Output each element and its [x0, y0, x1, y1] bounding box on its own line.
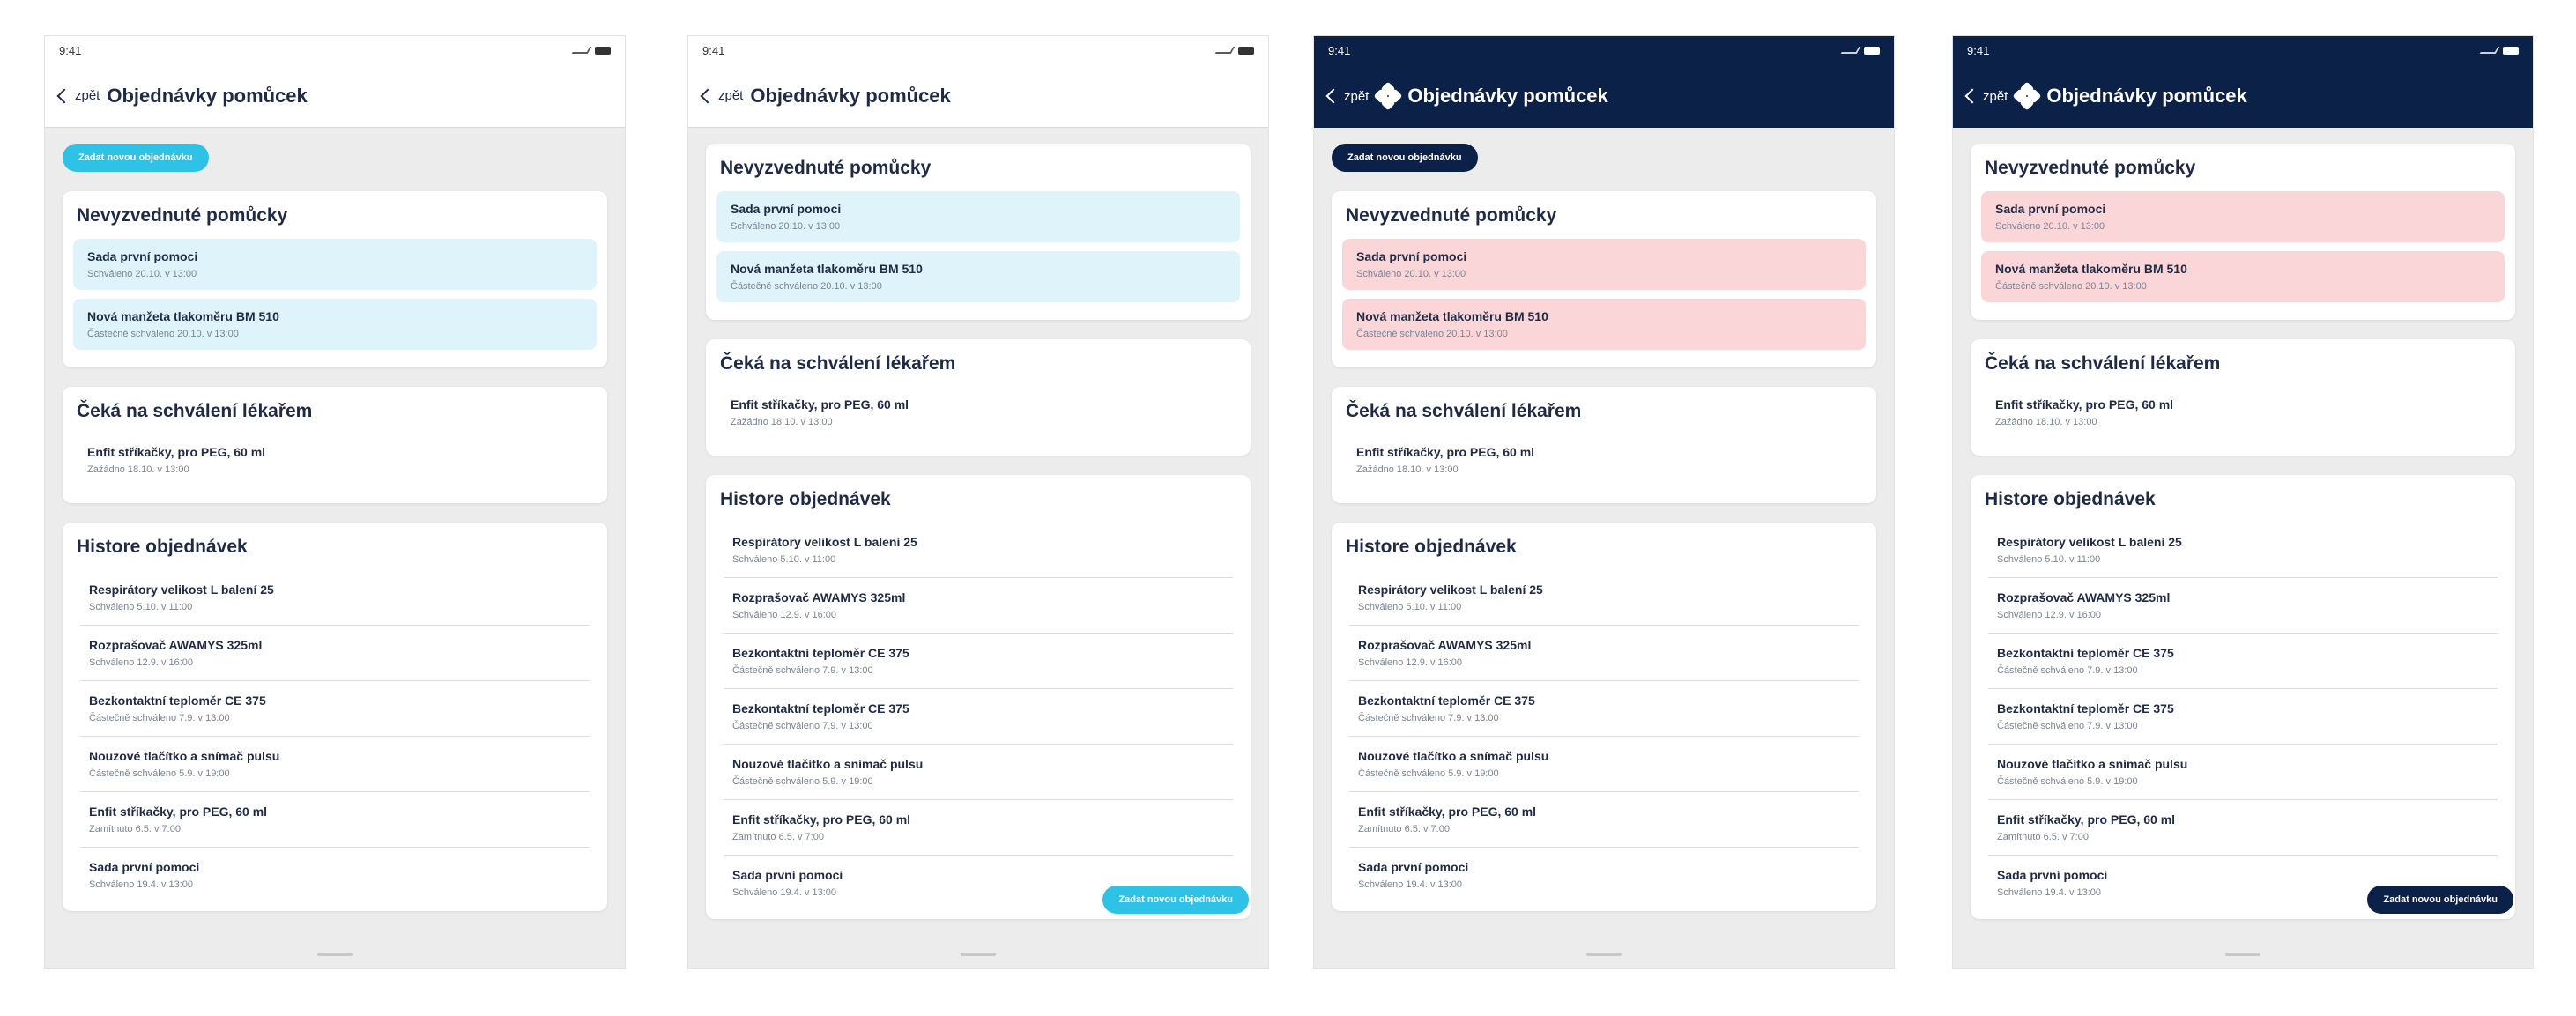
new-order-floating-button[interactable]: Zadat novou objednávku	[1102, 886, 1249, 914]
awaiting-card	[1332, 387, 1876, 503]
list-item[interactable]	[1349, 626, 1859, 681]
list-item[interactable]	[716, 191, 1240, 242]
page-title: Objednávky pomůcek	[2046, 85, 2247, 107]
nav-bar	[45, 64, 625, 128]
status-bar	[688, 36, 1268, 64]
new-order-floating-button[interactable]: Zadat novou objednávku	[2367, 886, 2513, 914]
item-status: Schváleno 12.9. v 16:00	[1358, 657, 1463, 668]
item-status: Schváleno 20.10. v 13:00	[1356, 269, 1466, 279]
list-item[interactable]	[1988, 800, 2498, 856]
item-status: Schváleno 20.10. v 13:00	[1995, 221, 2105, 232]
nav-bar	[1953, 64, 2533, 128]
item-status: Částečně schváleno 7.9. v 13:00	[1997, 721, 2138, 731]
item-status: Částečně schváleno 7.9. v 13:00	[732, 721, 873, 731]
signal-icon	[1215, 47, 1236, 54]
item-status: Částečně schváleno 20.10. v 13:00	[1995, 281, 2147, 292]
item-title: Bezkontaktní teploměr CE 375	[732, 646, 909, 660]
top-bar	[1953, 36, 2533, 128]
status-bar	[1314, 36, 1894, 64]
main-content	[688, 128, 1268, 935]
battery-icon	[1864, 47, 1880, 55]
status-time: 9:41	[1328, 43, 1351, 57]
list-item[interactable]	[716, 387, 1240, 438]
list-item[interactable]	[1981, 191, 2505, 242]
top-bar	[1314, 36, 1894, 128]
chevron-left-icon	[1326, 89, 1341, 104]
home-indicator	[2225, 953, 2260, 956]
item-status: Schváleno 20.10. v 13:00	[731, 221, 841, 232]
item-title: Bezkontaktní teploměr CE 375	[1997, 701, 2174, 716]
item-status: Schváleno 5.10. v 11:00	[1358, 602, 1462, 612]
item-title: Enfit stříkačky, pro PEG, 60 ml	[89, 805, 268, 819]
history-card	[63, 523, 607, 911]
item-status: Zamítnuto 6.5. v 7:00	[732, 832, 824, 842]
history-card	[1971, 475, 2515, 919]
item-title: Rozprašovač AWAMYS 325ml	[1997, 590, 2171, 604]
item-status: Částečně schváleno 5.9. v 19:00	[89, 768, 230, 779]
back-label: zpět	[718, 88, 744, 103]
item-status: Částečně schváleno 20.10. v 13:00	[1356, 329, 1508, 339]
item-status: Zažádno 18.10. v 13:00	[1995, 417, 2097, 427]
signal-icon	[1841, 47, 1861, 54]
app-logo-icon	[1376, 84, 1400, 108]
back-label: zpět	[1344, 88, 1370, 104]
item-status: Zažádno 18.10. v 13:00	[1356, 464, 1459, 475]
list-item[interactable]	[1342, 239, 1866, 290]
uncollected-card	[706, 144, 1251, 320]
back-button[interactable]	[1328, 89, 1369, 104]
back-button[interactable]	[59, 88, 100, 103]
item-title: Bezkontaktní teploměr CE 375	[1997, 646, 2174, 660]
back-label: zpět	[75, 88, 100, 103]
item-title: Sada první pomoci	[87, 249, 198, 263]
top-bar	[688, 36, 1268, 128]
item-title: Nouzové tlačítko a snímač pulsu	[1358, 749, 1549, 763]
list-item[interactable]	[1981, 387, 2505, 438]
item-status: Schváleno 5.10. v 11:00	[89, 602, 193, 612]
uncollected-card	[63, 191, 607, 367]
list-item[interactable]	[1349, 737, 1859, 792]
item-status: Zamítnuto 6.5. v 7:00	[89, 824, 181, 834]
item-title: Nová manžeta tlakoměru BM 510	[1995, 262, 2187, 276]
status-time: 9:41	[702, 43, 725, 57]
home-indicator	[317, 953, 353, 956]
item-status: Schváleno 12.9. v 16:00	[1997, 610, 2102, 620]
awaiting-card	[706, 339, 1251, 456]
item-title: Sada první pomoci	[1995, 202, 2106, 216]
list-item[interactable]	[1988, 523, 2498, 578]
main-content	[1314, 128, 1894, 927]
item-status: Částečně schváleno 5.9. v 19:00	[732, 776, 873, 787]
section-title: Čeká na schválení lékařem	[720, 353, 956, 374]
back-button[interactable]	[1967, 89, 2008, 104]
item-status: Schváleno 5.10. v 11:00	[732, 554, 836, 565]
status-icons	[574, 47, 611, 55]
home-indicator	[961, 953, 996, 956]
list-item[interactable]	[80, 737, 590, 792]
list-item[interactable]	[724, 634, 1233, 689]
item-title: Bezkontaktní teploměr CE 375	[732, 701, 909, 716]
app-logo-icon	[2015, 84, 2039, 108]
list-item[interactable]	[1349, 681, 1859, 737]
list-item[interactable]	[724, 800, 1233, 856]
item-title: Sada první pomoci	[1356, 249, 1467, 263]
item-title: Bezkontaktní teploměr CE 375	[1358, 693, 1535, 708]
chevron-left-icon	[701, 88, 716, 103]
item-title: Respirátory velikost L balení 25	[1997, 535, 2182, 549]
item-title: Enfit stříkačky, pro PEG, 60 ml	[1997, 812, 2176, 827]
item-title: Bezkontaktní teploměr CE 375	[89, 693, 266, 708]
status-time: 9:41	[1967, 43, 1990, 57]
list-item[interactable]	[724, 523, 1233, 578]
list-item[interactable]	[80, 792, 590, 848]
item-status: Schváleno 20.10. v 13:00	[87, 269, 197, 279]
item-status: Částečně schváleno 5.9. v 19:00	[1997, 776, 2138, 787]
battery-icon	[1238, 47, 1254, 55]
item-title: Sada první pomoci	[1997, 868, 2108, 882]
item-status: Částečně schváleno 5.9. v 19:00	[1358, 768, 1499, 779]
section-title: Nevyzvednuté pomůcky	[1346, 205, 1557, 226]
item-title: Sada první pomoci	[1358, 860, 1469, 874]
chevron-left-icon	[1965, 89, 1980, 104]
item-title: Enfit stříkačky, pro PEG, 60 ml	[1356, 445, 1535, 459]
list-item[interactable]	[1349, 848, 1859, 902]
list-item[interactable]	[724, 689, 1233, 745]
status-bar	[45, 36, 625, 64]
list-item[interactable]	[80, 681, 590, 737]
list-item[interactable]	[73, 299, 597, 350]
item-title: Sada první pomoci	[732, 868, 843, 882]
uncollected-card	[1332, 191, 1876, 367]
section-title: Čeká na schválení lékařem	[77, 401, 313, 421]
list-item[interactable]	[73, 239, 597, 290]
page-title: Objednávky pomůcek	[107, 84, 308, 107]
item-title: Nová manžeta tlakoměru BM 510	[1356, 309, 1548, 323]
section-title: Histore objednávek	[1985, 489, 2156, 509]
item-status: Částečně schváleno 7.9. v 13:00	[89, 713, 230, 723]
section-title: Histore objednávek	[1346, 537, 1517, 557]
status-time: 9:41	[59, 43, 82, 57]
phone-screen-light-1	[44, 35, 626, 969]
item-status: Schváleno 19.4. v 13:00	[89, 879, 194, 890]
item-status: Zažádno 18.10. v 13:00	[87, 464, 189, 475]
item-title: Nouzové tlačítko a snímač pulsu	[89, 749, 280, 763]
item-title: Respirátory velikost L balení 25	[732, 535, 917, 549]
section-title: Histore objednávek	[720, 489, 891, 509]
chevron-left-icon	[57, 88, 72, 103]
item-title: Nová manžeta tlakoměru BM 510	[731, 262, 923, 276]
item-status: Schváleno 19.4. v 13:00	[1358, 879, 1463, 890]
item-title: Sada první pomoci	[731, 202, 842, 216]
signal-icon	[572, 47, 592, 54]
phone-screen-light-2	[687, 35, 1269, 969]
list-item[interactable]	[1988, 689, 2498, 745]
item-status: Částečně schváleno 7.9. v 13:00	[732, 665, 873, 676]
item-status: Schváleno 19.4. v 13:00	[732, 887, 837, 898]
phone-screen-dark-2	[1952, 35, 2534, 969]
item-title: Enfit stříkačky, pro PEG, 60 ml	[731, 397, 909, 412]
awaiting-card	[1971, 339, 2515, 456]
section-title: Nevyzvednuté pomůcky	[1985, 158, 2196, 178]
back-button[interactable]	[702, 88, 743, 103]
section-title: Histore objednávek	[77, 537, 248, 557]
item-status: Zamítnuto 6.5. v 7:00	[1358, 824, 1450, 834]
item-title: Nouzové tlačítko a snímač pulsu	[732, 757, 924, 771]
item-status: Schváleno 5.10. v 11:00	[1997, 554, 2101, 565]
list-item[interactable]	[1981, 251, 2505, 302]
list-item[interactable]	[1988, 578, 2498, 634]
list-item[interactable]	[80, 570, 590, 626]
main-content	[1953, 128, 2533, 935]
list-item[interactable]	[724, 745, 1233, 800]
new-order-button[interactable]: Zadat novou objednávku	[63, 144, 209, 172]
page-title: Objednávky pomůcek	[1407, 85, 1608, 107]
item-title: Sada první pomoci	[89, 860, 200, 874]
list-item[interactable]	[1342, 299, 1866, 350]
status-bar	[1953, 36, 2533, 64]
list-item[interactable]	[1349, 792, 1859, 848]
item-title: Enfit stříkačky, pro PEG, 60 ml	[1358, 805, 1537, 819]
list-item[interactable]	[1342, 434, 1866, 486]
item-title: Respirátory velikost L balení 25	[89, 582, 274, 597]
item-title: Rozprašovač AWAMYS 325ml	[732, 590, 906, 604]
battery-icon	[2503, 47, 2519, 55]
list-item[interactable]	[1988, 745, 2498, 800]
item-status: Schváleno 12.9. v 16:00	[89, 657, 194, 668]
phone-screen-dark-1	[1313, 35, 1895, 969]
item-title: Enfit stříkačky, pro PEG, 60 ml	[87, 445, 266, 459]
status-icons	[1217, 47, 1254, 55]
section-title: Nevyzvednuté pomůcky	[720, 158, 932, 178]
section-title: Čeká na schválení lékařem	[1985, 353, 2221, 374]
item-title: Enfit stříkačky, pro PEG, 60 ml	[1995, 397, 2174, 412]
list-item[interactable]	[1349, 570, 1859, 626]
item-title: Rozprašovač AWAMYS 325ml	[1358, 638, 1532, 652]
status-icons	[2482, 47, 2519, 55]
item-title: Enfit stříkačky, pro PEG, 60 ml	[732, 812, 911, 827]
section-title: Nevyzvednuté pomůcky	[77, 205, 288, 226]
list-item[interactable]	[724, 578, 1233, 634]
item-title: Nová manžeta tlakoměru BM 510	[87, 309, 279, 323]
item-title: Respirátory velikost L balení 25	[1358, 582, 1543, 597]
back-label: zpět	[1983, 88, 2008, 104]
list-item[interactable]	[80, 848, 590, 902]
history-card	[706, 475, 1251, 919]
item-status: Částečně schváleno 20.10. v 13:00	[731, 281, 882, 292]
history-card	[1332, 523, 1876, 911]
item-title: Rozprašovač AWAMYS 325ml	[89, 638, 263, 652]
nav-bar	[1314, 64, 1894, 128]
list-item[interactable]	[80, 626, 590, 681]
uncollected-card	[1971, 144, 2515, 320]
list-item[interactable]	[716, 251, 1240, 302]
item-status: Zažádno 18.10. v 13:00	[731, 417, 833, 427]
section-title: Čeká na schválení lékařem	[1346, 401, 1582, 421]
awaiting-card	[63, 387, 607, 503]
item-status: Částečně schváleno 7.9. v 13:00	[1997, 665, 2138, 676]
new-order-button[interactable]: Zadat novou objednávku	[1332, 144, 1478, 172]
item-title: Nouzové tlačítko a snímač pulsu	[1997, 757, 2188, 771]
item-status: Schváleno 19.4. v 13:00	[1997, 887, 2102, 898]
item-status: Částečně schváleno 7.9. v 13:00	[1358, 713, 1499, 723]
nav-bar	[688, 64, 1268, 128]
top-bar	[45, 36, 625, 128]
list-item[interactable]	[73, 434, 597, 486]
item-status: Zamítnuto 6.5. v 7:00	[1997, 832, 2089, 842]
list-item[interactable]	[1988, 634, 2498, 689]
battery-icon	[595, 47, 611, 55]
item-status: Schváleno 12.9. v 16:00	[732, 610, 837, 620]
main-content	[45, 128, 625, 927]
page-title: Objednávky pomůcek	[750, 84, 951, 107]
status-icons	[1843, 47, 1880, 55]
item-status: Částečně schváleno 20.10. v 13:00	[87, 329, 239, 339]
signal-icon	[2480, 47, 2500, 54]
home-indicator	[1586, 953, 1622, 956]
